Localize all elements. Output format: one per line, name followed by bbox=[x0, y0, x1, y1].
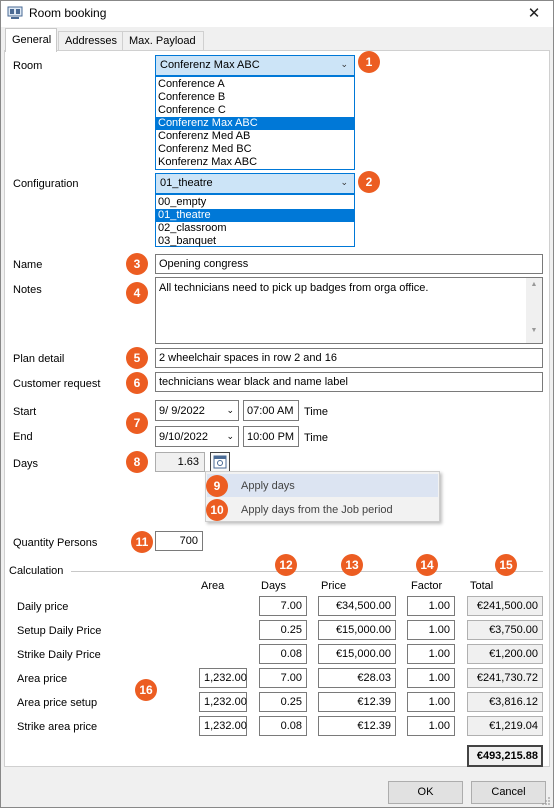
apply-days-menu-button[interactable] bbox=[210, 452, 230, 472]
close-icon[interactable]: ✕ bbox=[527, 5, 541, 22]
callout-badge-6: 6 bbox=[126, 372, 148, 394]
row-label-area-price-setup: Area price setup bbox=[17, 697, 98, 709]
column-header-days: Days bbox=[261, 580, 287, 592]
chevron-down-icon[interactable]: ⌄ bbox=[226, 431, 234, 441]
quantity-persons-field[interactable]: 700 bbox=[155, 531, 203, 551]
row-label-area-price: Area price bbox=[17, 673, 68, 685]
start-time-field[interactable]: 07:00 AM bbox=[243, 400, 299, 421]
setup-daily-price-factor[interactable]: 1.00 bbox=[407, 620, 455, 640]
start-label: Start bbox=[13, 406, 37, 418]
menu-item-apply-days-from-job-period[interactable]: Apply days from the Job period bbox=[241, 504, 393, 516]
daily-price-price[interactable]: €34,500.00 bbox=[318, 596, 396, 616]
start-time-label: Time bbox=[304, 406, 329, 418]
callout-badge-8: 8 bbox=[126, 451, 148, 473]
strike-daily-price-factor[interactable]: 1.00 bbox=[407, 644, 455, 664]
room-dropdown-list bbox=[155, 76, 355, 170]
apply-days-context-menu bbox=[205, 471, 440, 522]
notes-label: Notes bbox=[13, 284, 42, 296]
scroll-up-icon[interactable]: ▲ bbox=[530, 281, 538, 288]
area-price-setup-days[interactable]: 0.25 bbox=[259, 692, 307, 712]
strike-daily-price-total: €1,200.00 bbox=[467, 644, 543, 664]
row-label-strike-daily-price: Strike Daily Price bbox=[17, 649, 101, 661]
area-price-total: €241,730.72 bbox=[467, 668, 543, 688]
room-option[interactable]: Conference B bbox=[158, 91, 226, 103]
callout-badge-9: 9 bbox=[206, 475, 228, 497]
row-label-daily-price: Daily price bbox=[17, 601, 69, 613]
room-option[interactable]: Conference A bbox=[158, 78, 225, 90]
end-time-label: Time bbox=[304, 432, 329, 444]
end-date-value: 9/10/2022 bbox=[159, 431, 208, 443]
tab-max-payload[interactable]: Max. Payload bbox=[122, 31, 204, 51]
daily-price-factor[interactable]: 1.00 bbox=[407, 596, 455, 616]
days-label: Days bbox=[13, 458, 39, 470]
setup-daily-price-total: €3,750.00 bbox=[467, 620, 543, 640]
days-field: 1.63 bbox=[155, 452, 205, 472]
setup-daily-price-days[interactable]: 0.25 bbox=[259, 620, 307, 640]
end-date-picker[interactable] bbox=[155, 426, 239, 447]
app-icon bbox=[7, 6, 23, 20]
daily-price-total: €241,500.00 bbox=[467, 596, 543, 616]
customer-request-label: Customer request bbox=[13, 378, 101, 390]
column-header-area: Area bbox=[201, 580, 225, 592]
callout-badge-15: 15 bbox=[495, 554, 517, 576]
room-option-selected[interactable]: Conferenz Max ABC bbox=[156, 117, 354, 130]
notes-textarea[interactable] bbox=[155, 277, 543, 344]
room-option[interactable]: Conferenz Med BC bbox=[158, 143, 252, 155]
title-bar bbox=[1, 1, 553, 27]
scroll-down-icon[interactable]: ▼ bbox=[530, 327, 538, 334]
strike-area-price-total: €1,219.04 bbox=[467, 716, 543, 736]
strike-area-price-price[interactable]: €12.39 bbox=[318, 716, 396, 736]
resize-grip-icon[interactable] bbox=[541, 796, 551, 806]
column-header-total: Total bbox=[470, 580, 494, 592]
end-label: End bbox=[13, 431, 33, 443]
name-field[interactable]: Opening congress bbox=[155, 254, 543, 274]
callout-badge-2: 2 bbox=[358, 171, 380, 193]
tab-general[interactable]: General bbox=[5, 28, 57, 52]
room-select[interactable] bbox=[155, 55, 355, 76]
room-option[interactable]: Konferenz Max ABC bbox=[158, 156, 258, 168]
area-price-factor[interactable]: 1.00 bbox=[407, 668, 455, 688]
configuration-option[interactable]: 03_banquet bbox=[158, 235, 217, 247]
strike-daily-price-price[interactable]: €15,000.00 bbox=[318, 644, 396, 664]
chevron-down-icon[interactable]: ⌄ bbox=[226, 405, 234, 415]
configuration-selected-value: 01_theatre bbox=[160, 177, 213, 189]
plan-detail-label: Plan detail bbox=[13, 353, 65, 365]
configuration-label: Configuration bbox=[13, 178, 79, 190]
quantity-persons-label: Quantity Persons bbox=[13, 537, 98, 549]
calculation-divider bbox=[71, 571, 543, 572]
menu-item-apply-days[interactable]: Apply days bbox=[207, 474, 438, 497]
strike-area-price-days[interactable]: 0.08 bbox=[259, 716, 307, 736]
callout-badge-3: 3 bbox=[126, 253, 148, 275]
room-selected-value: Conferenz Max ABC bbox=[160, 59, 260, 71]
calendar-icon bbox=[211, 453, 229, 471]
area-price-setup-price[interactable]: €12.39 bbox=[318, 692, 396, 712]
column-header-factor: Factor bbox=[411, 580, 443, 592]
configuration-option[interactable]: 02_classroom bbox=[158, 222, 227, 234]
room-label: Room bbox=[13, 60, 43, 72]
tab-addresses[interactable]: Addresses bbox=[58, 31, 123, 51]
area-price-setup-area[interactable]: 1,232.00 bbox=[199, 692, 247, 712]
callout-badge-4: 4 bbox=[126, 282, 148, 304]
row-label-strike-area-price: Strike area price bbox=[17, 721, 98, 733]
ok-button[interactable]: OK bbox=[388, 781, 463, 804]
start-date-picker[interactable] bbox=[155, 400, 239, 421]
name-label: Name bbox=[13, 259, 43, 271]
notes-text: All technicians need to pick up badges from orga office. bbox=[159, 282, 429, 294]
setup-daily-price-price[interactable]: €15,000.00 bbox=[318, 620, 396, 640]
callout-badge-7: 7 bbox=[126, 412, 148, 434]
callout-badge-11: 11 bbox=[131, 531, 153, 553]
configuration-dropdown-list bbox=[155, 194, 355, 247]
callout-badge-14: 14 bbox=[416, 554, 438, 576]
strike-area-price-factor[interactable]: 1.00 bbox=[407, 716, 455, 736]
configuration-option[interactable]: 00_empty bbox=[158, 196, 207, 208]
end-time-field[interactable]: 10:00 PM bbox=[243, 426, 299, 447]
column-header-price: Price bbox=[321, 580, 347, 592]
callout-badge-16: 16 bbox=[135, 679, 157, 701]
calculation-label: Calculation bbox=[9, 565, 64, 577]
callout-badge-13: 13 bbox=[341, 554, 363, 576]
notes-scrollbar[interactable] bbox=[526, 278, 542, 343]
daily-price-days[interactable]: 7.00 bbox=[259, 596, 307, 616]
room-option[interactable]: Conference C bbox=[158, 104, 226, 116]
callout-badge-1: 1 bbox=[358, 51, 380, 73]
room-option[interactable]: Conferenz Med AB bbox=[158, 130, 251, 142]
customer-request-field[interactable]: technicians wear black and name label bbox=[155, 372, 543, 392]
grand-total: €493,215.88 bbox=[467, 745, 543, 767]
callout-badge-12: 12 bbox=[275, 554, 297, 576]
area-price-days[interactable]: 7.00 bbox=[259, 668, 307, 688]
configuration-select[interactable] bbox=[155, 173, 355, 194]
chevron-down-icon: ⌄ bbox=[340, 177, 348, 187]
area-price-setup-total: €3,816.12 bbox=[467, 692, 543, 712]
cancel-button[interactable]: Cancel bbox=[471, 781, 546, 804]
window-title: Room booking bbox=[29, 6, 107, 20]
area-price-area[interactable]: 1,232.00 bbox=[199, 668, 247, 688]
row-label-setup-daily-price: Setup Daily Price bbox=[17, 625, 102, 637]
plan-detail-field[interactable]: 2 wheelchair spaces in row 2 and 16 bbox=[155, 348, 543, 368]
start-date-value: 9/ 9/2022 bbox=[159, 405, 205, 417]
area-price-setup-factor[interactable]: 1.00 bbox=[407, 692, 455, 712]
area-price-price[interactable]: €28.03 bbox=[318, 668, 396, 688]
strike-area-price-area[interactable]: 1,232.00 bbox=[199, 716, 247, 736]
callout-badge-10: 10 bbox=[206, 499, 228, 521]
callout-badge-5: 5 bbox=[126, 347, 148, 369]
strike-daily-price-days[interactable]: 0.08 bbox=[259, 644, 307, 664]
configuration-option-selected[interactable]: 01_theatre bbox=[156, 209, 354, 222]
chevron-down-icon: ⌄ bbox=[340, 59, 348, 69]
